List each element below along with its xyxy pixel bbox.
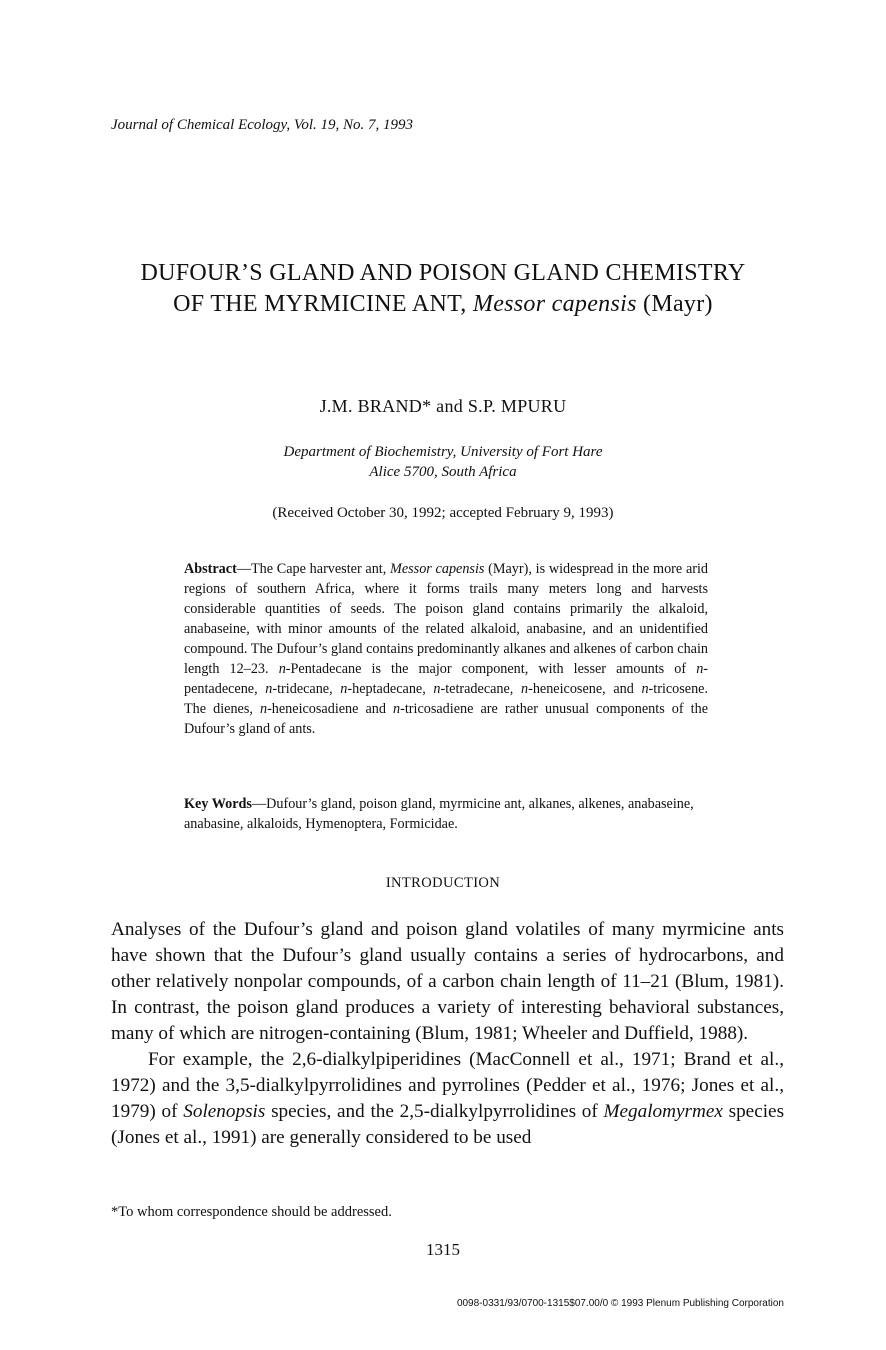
n-prefix: n	[278, 661, 286, 677]
n-prefix: n	[259, 701, 268, 717]
key-words	[184, 794, 724, 834]
abstract-text: -tridecane,	[272, 681, 333, 697]
paragraph-text: species (Jones et al., 1991) are generally considered to be used	[111, 1101, 785, 1148]
abstract	[184, 559, 708, 739]
affiliation	[0, 442, 886, 482]
paragraph-1: Analyses of the Dufour’s gland and poison gland volatiles of many myrmicine ants have shown that the Dufour’s gland usually contains a series of hydrocarbons, and other relatively nonpolar compounds, of a carbon chain length of 11–21 (Blum, 1981). In contrast, the poison gland produces a variety of interesting behavioral substances, many of which are nitrogen-containing (Blum, 1981; Wheeler and Duffield, 1988).	[111, 919, 784, 1044]
introduction-body	[111, 917, 784, 1151]
abstract-text: -heptadecane,	[347, 681, 426, 697]
copyright-line: 0098-0331/93/0700-1315$07.00/0 © 1993 Plenum Publishing Corporation	[456, 1298, 784, 1309]
page-number: 1315	[426, 1240, 460, 1259]
title-suffix: (Mayr)	[643, 291, 713, 317]
abstract-text: -pentadecene,	[184, 661, 709, 697]
title-prefix: OF THE MYRMICINE ANT,	[173, 291, 467, 317]
paragraph-text: species, and the 2,5-dialkylpyrrolidines of	[271, 1101, 598, 1122]
n-prefix: n	[393, 701, 401, 717]
abstract-text: -Pentadecane is the major component, with lesser amounts of	[285, 661, 687, 677]
abstract-label: Abstract	[184, 561, 237, 577]
n-prefix: n	[696, 661, 704, 677]
footnote: *To whom correspondence should be addressed.	[111, 1204, 392, 1220]
section-heading-introduction: INTRODUCTION	[385, 875, 501, 891]
journal-citation: Journal of Chemical Ecology, Vol. 19, No. 7, 1993	[111, 117, 414, 133]
genus-name: Solenopsis	[183, 1101, 266, 1122]
n-prefix: n	[641, 681, 649, 697]
abstract-text: -tricosadiene are rather unusual components of the Dufour’s gland of ants.	[184, 701, 708, 737]
genus-name: Megalomyrmex	[603, 1101, 723, 1122]
n-prefix: n	[265, 681, 273, 697]
title-line-1: DUFOUR’S GLAND AND POISON GLAND CHEMISTRY	[140, 260, 746, 286]
abstract-species: Messor capensis	[390, 561, 485, 577]
abstract-text: -heneicosene, and	[528, 681, 634, 697]
paragraph-2	[111, 1047, 784, 1151]
paragraph-text: For example, the 2,6-dialkylpiperidines (MacConnell et al., 1971; Brand et al., 1972) and the 3,5-dialkylpyrrolidines and pyrrolines (Pedder et al., 1976; Jones et al., 1979) of	[111, 1049, 784, 1122]
n-prefix: n	[521, 681, 529, 697]
title-species: Messor capensis	[472, 291, 637, 317]
key-words-label: Key Words	[184, 796, 252, 812]
affiliation-line-1: Department of Biochemistry, University of Fort Hare	[283, 444, 603, 460]
abstract-text: -tetradecane,	[440, 681, 514, 697]
abstract-text: (Mayr), is widespread in the more arid regions of southern Africa, where it forms trails many meters long and harvests considerable quantities of seeds. The poison gland contains primarily the alkaloid, anabaseine, with minor amounts of the related alkaloid, anabasine, and an unidentified compound. The Dufour’s gland contains predominantly alkanes and alkenes of carbon chain length 12–23.	[184, 561, 708, 677]
received-dates: (Received October 30, 1992; accepted February 9, 1993)	[272, 505, 614, 521]
key-words-text: —Dufour’s gland, poison gland, myrmicine ant, alkanes, alkenes, anabaseine, anabasine, alkaloids, Hymenoptera, Formicidae.	[184, 796, 694, 832]
article-title	[0, 258, 886, 320]
title-line-2	[0, 289, 886, 320]
abstract-text: -heneicosadiene and	[267, 701, 386, 717]
authors: J.M. BRAND* and S.P. MPURU	[319, 396, 567, 416]
n-prefix: n	[340, 681, 348, 697]
abstract-text: —The Cape harvester ant,	[236, 561, 387, 577]
affiliation-line-2: Alice 5700, South Africa	[369, 464, 517, 480]
abstract-text: -tricosene. The dienes,	[184, 681, 709, 717]
n-prefix: n	[433, 681, 441, 697]
